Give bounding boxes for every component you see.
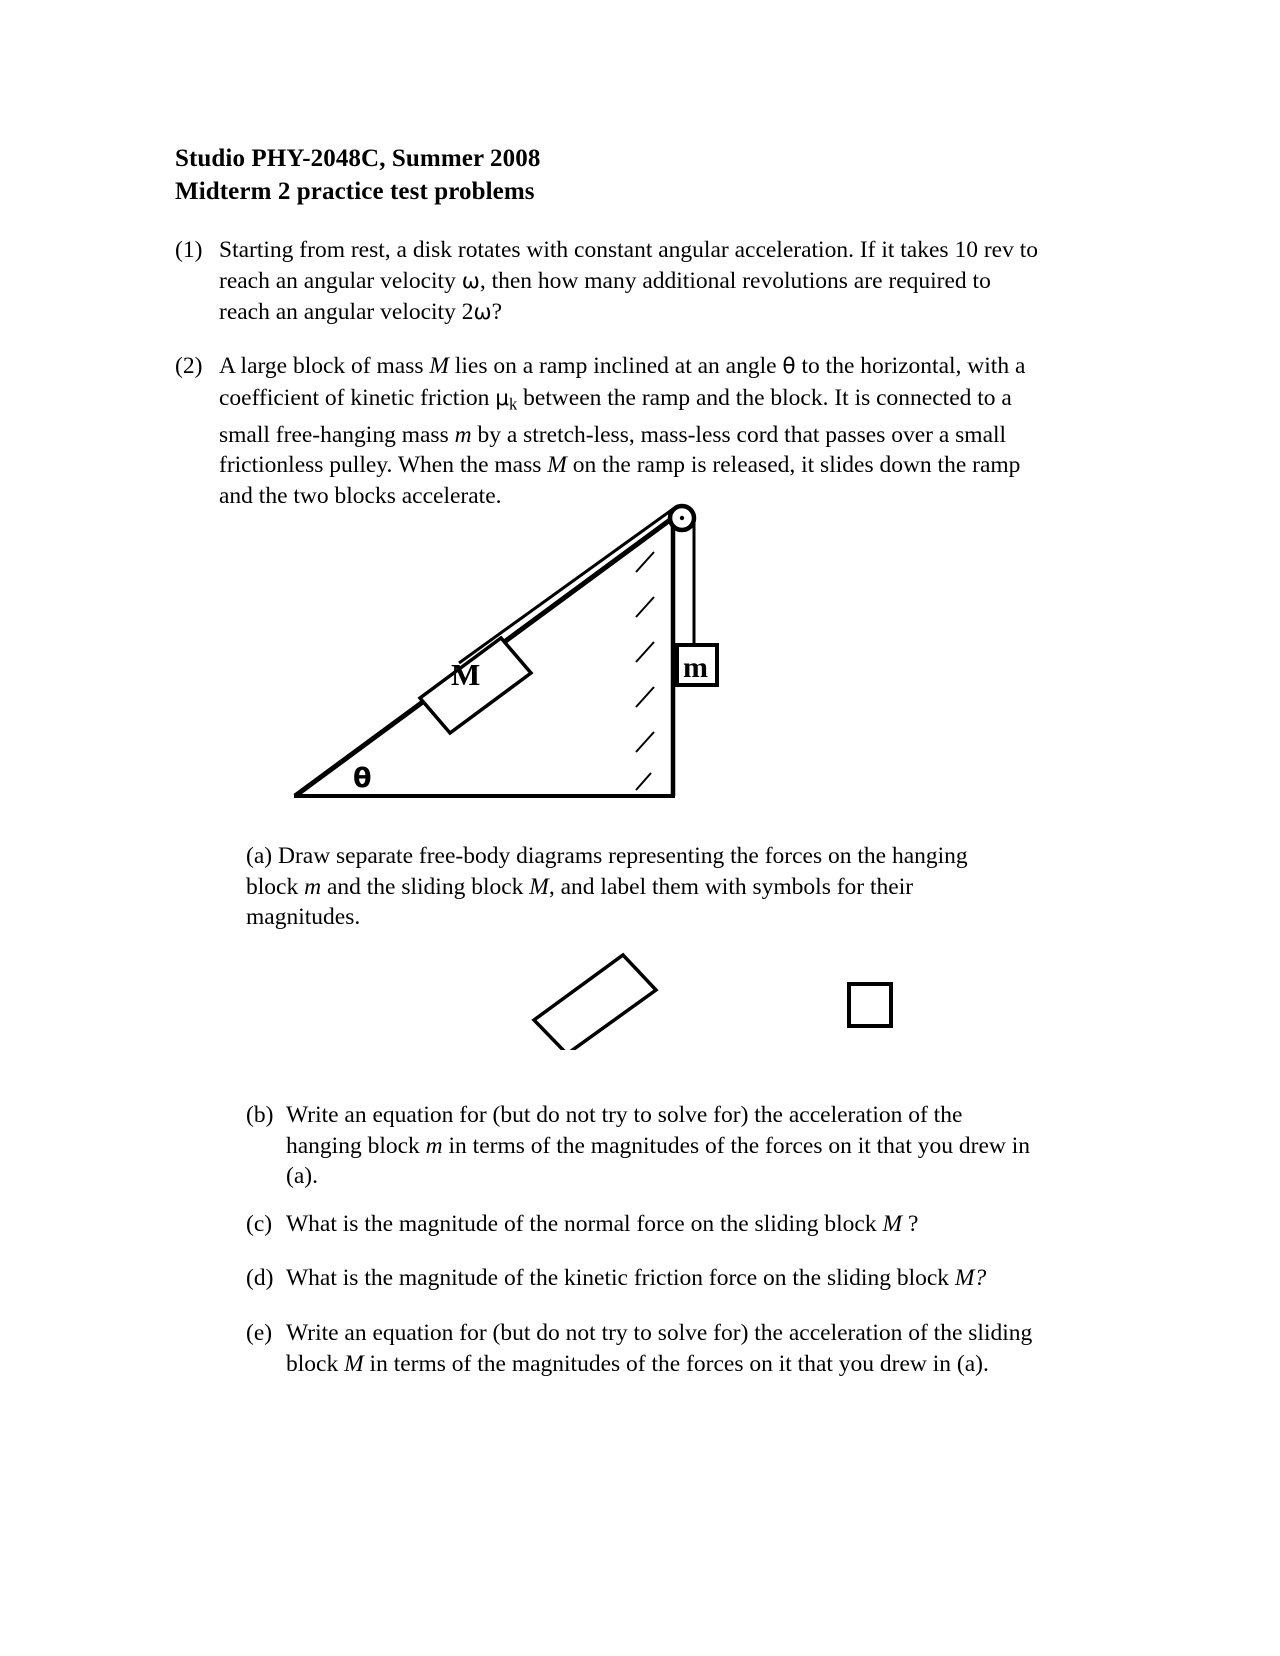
cord-on-incline: [459, 509, 673, 663]
blank-block-M-shape: [534, 955, 656, 1050]
angle-theta-label: θ: [353, 763, 372, 794]
problem-1-seg-1: Starting from rest, a disk rotates with constant angular acceleration. If it takes 10 rev to reach an angular velocity: [219, 237, 1038, 294]
subitem-c-variable-M: M: [882, 1211, 903, 1237]
title-line-1: Studio PHY-2048C, Summer 2008: [175, 145, 541, 172]
subitem-b-variable-m: m: [425, 1132, 443, 1159]
subitem-b-seg-1: Write an equation for (but do not try to solve for) the acceleration of the hanging block: [286, 1102, 963, 1159]
problem-2-number: (2): [175, 353, 203, 379]
subitem-b-number: (b): [246, 1102, 274, 1128]
problem-1-seg-3: ?: [491, 299, 503, 325]
subitem-a-seg-2: and the sliding block: [321, 873, 530, 900]
subitem-a-seg-3: , and label them with symbols for their magnitudes.: [246, 873, 914, 930]
free-body-shapes-svg: [510, 930, 930, 1050]
problem-2-seg-3: to the horizontal, with a coefficient of kinetic friction: [219, 353, 1026, 411]
problem-1-number: (1): [175, 237, 203, 263]
subitem-b-text: [286, 1100, 1036, 1192]
problem-1-seg-2: , then how many additional revolutions are required to reach an angular velocity 2: [219, 267, 991, 325]
subitem-a-number: (a): [246, 843, 273, 869]
subitem-e: [246, 1318, 1036, 1379]
ramp-diagram-figure: [285, 495, 745, 807]
title-line-2: Midterm 2 practice test problems: [175, 178, 535, 205]
wall-hatching: [636, 552, 654, 790]
subitem-a-seg-1: Draw separate free-body diagrams representing the forces on the hanging block: [246, 843, 968, 900]
blank-block-m-shape: [849, 984, 891, 1026]
omega-symbol-2: ω: [473, 300, 492, 325]
subitem-b: [246, 1100, 1036, 1192]
variable-m: m: [454, 421, 472, 448]
problem-2: [175, 351, 1040, 511]
subitem-d-seg-1: What is the magnitude of the kinetic friction force on the sliding block: [286, 1265, 955, 1291]
subitem-e-number: (e): [246, 1320, 273, 1346]
problem-2-seg-1: A large block of mass: [219, 353, 430, 379]
problem-2-text: [219, 351, 1040, 511]
block-M-label: M: [451, 657, 481, 692]
subitem-c-text: [286, 1209, 1036, 1240]
subitem-a: [246, 841, 996, 933]
subitem-e-variable-M: M: [344, 1350, 364, 1377]
subitem-b-seg-2: in terms of the magnitudes of the forces on it that you drew in (a).: [286, 1132, 1031, 1189]
subitem-a-variable-m: m: [304, 873, 322, 900]
subitem-e-text: [286, 1318, 1036, 1379]
variable-M-2: M: [547, 452, 567, 479]
subitem-d: [246, 1263, 1036, 1294]
subitem-e-seg-2: in terms of the magnitudes of the forces on it that you drew in (a).: [363, 1350, 989, 1377]
block-m-label: m: [683, 651, 708, 684]
ramp-diagram-svg: [285, 495, 745, 807]
subitem-d-variable-M: M?: [954, 1265, 987, 1291]
problem-2-seg-6: on the ramp is released, it slides down the ramp and the two blocks accelerate.: [219, 452, 1021, 509]
subitem-d-text: [286, 1263, 1036, 1294]
subitem-e-seg-1: Write an equation for (but do not try to solve for) the acceleration of the sliding block: [286, 1320, 1033, 1377]
subitem-a-variable-M: M: [529, 873, 549, 900]
theta-symbol: θ: [782, 354, 796, 379]
subitem-c-seg-2: ?: [902, 1211, 919, 1237]
problem-2-seg-2: lies on a ramp inclined at an angle: [448, 353, 783, 379]
problem-2-seg-4: between the ramp and the block. It is connected to a small free-hanging mass: [219, 384, 1012, 448]
problem-1-text: [219, 235, 1040, 329]
subitem-c-number: (c): [246, 1211, 273, 1237]
subitem-d-number: (d): [246, 1265, 274, 1291]
problem-1: [175, 235, 1040, 329]
subitem-c: [246, 1209, 1036, 1240]
subitem-c-seg-1: What is the magnitude of the normal force on the sliding block: [286, 1211, 883, 1237]
free-body-blank-shapes-figure: [510, 930, 930, 1050]
problem-2-seg-5: by a stretch-less, mass-less cord that passes over a small frictionless pulley. When the mass: [219, 421, 1007, 479]
mu-subscript-k: k: [508, 394, 518, 414]
variable-M: M: [429, 353, 449, 379]
pulley-axle-icon: [680, 516, 684, 520]
mu-symbol: μ: [495, 385, 509, 411]
page-title: [175, 142, 1075, 208]
omega-symbol: ω: [461, 268, 480, 294]
